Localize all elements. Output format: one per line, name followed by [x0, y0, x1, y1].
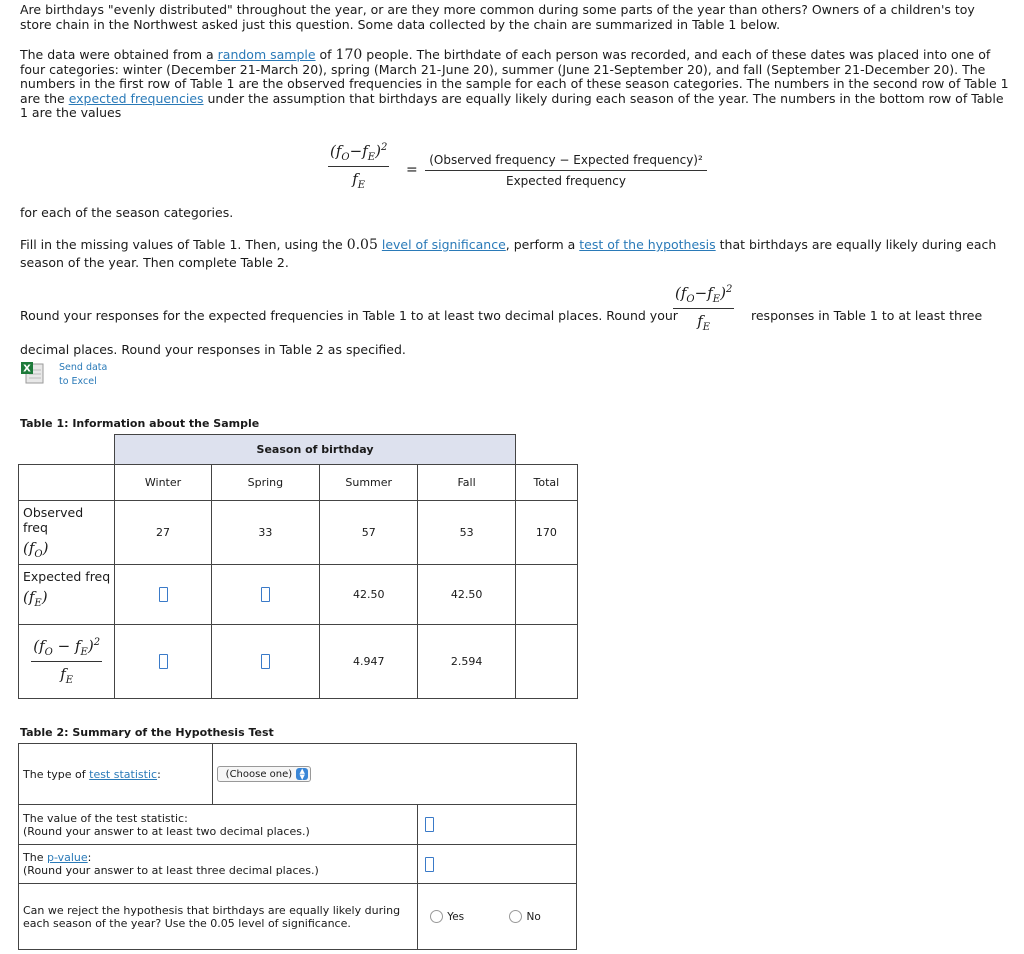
season-header: Season of birthday — [115, 435, 515, 465]
table2-title: Table 2: Summary of the Hypothesis Test — [20, 726, 274, 739]
test-statistic-link[interactable]: test statistic — [89, 767, 158, 781]
expected-spring-input[interactable] — [261, 587, 270, 602]
table2 — [18, 743, 577, 950]
test-statistic-value-label: The value of the test statistic: (Round your answer to at least two decimal places.) — [19, 805, 418, 845]
test-statistic-select[interactable]: (Choose one) ▲ ▼ — [217, 766, 312, 782]
formula-equals: = — [406, 162, 418, 178]
intro-paragraph: Are birthdays "evenly distributed" throughout the year, or are they more common during some parts of the year than others? Owners of a children's toy store chain in the Northwest asked just this question. Some data collected by the chain are summarized in Table 1 below. — [20, 2, 975, 32]
p-value-input[interactable] — [425, 857, 434, 872]
random-sample-link[interactable]: random sample — [217, 47, 316, 62]
observed-row-label: Observed freq $(f_O)$ — [19, 501, 115, 565]
svg-text:X: X — [23, 363, 31, 375]
for-each-text: for each of the season categories. — [20, 205, 234, 220]
rounding-formula: $\frac{(f_O-f_E)^2}{f_E}$ — [675, 284, 733, 333]
chi-spring-input[interactable] — [261, 654, 270, 669]
chi-summer: 4.947 — [320, 625, 418, 699]
p-value-link[interactable]: p-value — [46, 851, 88, 864]
chi-winter-input[interactable] — [159, 654, 168, 669]
observed-total: 170 — [515, 501, 577, 565]
formula-rhs: (Observed frequency − Expected frequency)² Expected frequency — [425, 153, 707, 188]
chi-total — [515, 625, 577, 699]
observed-spring: 33 — [211, 501, 319, 565]
chi-fall: 2.594 — [418, 625, 515, 699]
formula-lhs: $\frac{(f_O-f_E)^2}{f_E}$ — [330, 142, 388, 191]
expected-winter-input[interactable] — [159, 587, 168, 602]
column-fall: Fall — [418, 465, 515, 501]
table1 — [18, 434, 578, 699]
expected-summer: 42.50 — [320, 565, 418, 625]
p-value-label: The p-value: (Round your answer to at least three decimal places.) — [19, 845, 418, 884]
excel-icon — [20, 361, 46, 385]
chevron-updown-icon: ▲ ▼ — [296, 768, 308, 780]
expected-row-label: Expected freq $(f_E)$ — [19, 565, 115, 625]
column-winter: Winter — [115, 465, 211, 501]
instructions-paragraph: Fill in the missing values of Table 1. Then, using the 0.05 level of significance, perform a test of the hypothesis that birthdays are equally likely during each season of the year. Then complete Table 2. — [20, 237, 997, 270]
send-to-excel-button[interactable]: X Send data to Excel — [20, 361, 130, 389]
expected-total — [515, 565, 577, 625]
test-statistic-type-label: The type of test statistic: — [19, 744, 213, 805]
observed-fall: 53 — [418, 501, 515, 565]
column-spring: Spring — [211, 465, 319, 501]
rounding-text-c: decimal places. Round your responses in Table 2 as specified. — [20, 342, 406, 357]
test-of-hypothesis-link[interactable]: test of the hypothesis — [579, 237, 716, 252]
column-total: Total — [515, 465, 577, 501]
test-statistic-value-input[interactable] — [425, 817, 434, 832]
observed-winter: 27 — [115, 501, 211, 565]
reject-yes-option[interactable]: Yes — [430, 911, 464, 923]
table1-title: Table 1: Information about the Sample — [20, 417, 260, 430]
expected-frequencies-link[interactable]: expected frequencies — [68, 90, 204, 106]
reject-no-option[interactable]: No — [509, 911, 540, 923]
rounding-text-b: responses in Table 1 to at least three — [751, 308, 983, 323]
reject-question: Can we reject the hypothesis that birthdays are equally likely during each season of the year? Use the 0.05 level of significance. — [19, 884, 418, 950]
no-radio[interactable] — [509, 910, 522, 923]
data-description-paragraph: The data were obtained from a random sample of 170 people. The birthdate of each person was recorded, and each of these dates was placed into one of four categories: winter (December 21-March 20), spring (March 21-June 20), summer (June 21-September 20), and fall (September 21-December 20). The numbers in the first row of Table 1 are the observed frequencies in the sample for each of these season categories. The numbers in the second row of Table 1 are the expected frequencies under the assumption that birthdays are equally likely during each season of the year. The numbers in the bottom row of Table 1 are the values — [20, 47, 1009, 120]
observed-summer: 57 — [320, 501, 418, 565]
rounding-text-a: Round your responses for the expected frequencies in Table 1 to at least two decimal places. Round your — [20, 308, 678, 323]
expected-fall: 42.50 — [418, 565, 515, 625]
level-of-significance-link[interactable]: level of significance — [381, 237, 506, 252]
chi-row-label: $\frac{(f_O - f_E)^2}{f_E}$ — [19, 625, 115, 699]
yes-radio[interactable] — [430, 910, 443, 923]
column-summer: Summer — [320, 465, 418, 501]
